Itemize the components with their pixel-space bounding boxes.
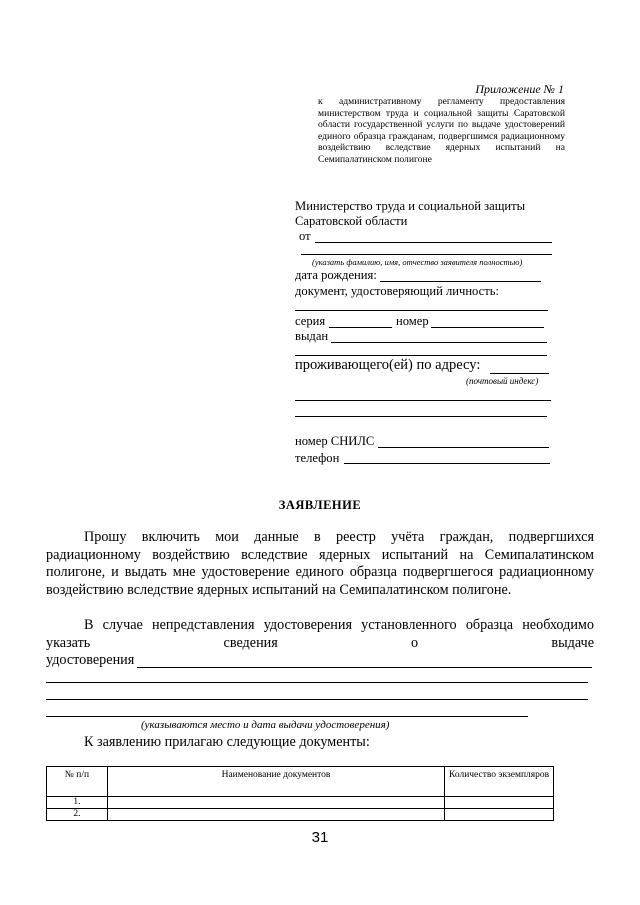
address-label: проживающего(ей) по адресу: <box>295 357 481 373</box>
phone-field-line[interactable] <box>344 463 550 464</box>
postal-code-field-line[interactable] <box>490 373 549 374</box>
id-document-label: документ, удостоверяющий личность: <box>295 284 500 298</box>
certificate-issue-field-line-4[interactable] <box>46 716 528 717</box>
table-cell-copies[interactable] <box>445 809 554 821</box>
table-header-document-name: Наименование документов <box>107 767 444 797</box>
table-cell-number: 2. <box>47 809 108 821</box>
statement-paragraph-2-end: удостоверения <box>46 652 135 668</box>
recipient-line-1: Министерство труда и социальной защиты <box>295 199 526 213</box>
table-cell-number: 1. <box>47 797 108 809</box>
certificate-issue-field-line-1[interactable] <box>137 667 592 668</box>
documents-table <box>46 766 554 821</box>
snils-label: номер СНИЛС <box>295 434 375 448</box>
postal-code-hint: (почтовый индекс) <box>466 376 539 386</box>
certificate-issue-hint: (указываются место и дата выдачи удостоверения) <box>141 719 390 731</box>
attachments-intro: К заявлению прилагаю следующие документы: <box>84 734 370 750</box>
issued-field-line-2[interactable] <box>295 355 547 356</box>
table-header-row <box>47 767 554 797</box>
dob-field-line[interactable] <box>380 281 541 282</box>
name-hint: (указать фамилию, имя, отчество заявителя полностью) <box>312 257 523 267</box>
certificate-issue-field-line-2[interactable] <box>46 682 588 683</box>
statement-paragraph-2: В случае непредставления удостоверения установленного образца необходимо указать сведения о выдаче <box>46 617 594 651</box>
id-document-line[interactable] <box>295 310 548 311</box>
appendix-body: к административному регламенту предоставления министерством труда и социальной защиты Саратовской области государственной услуги по выдаче удостоверений единого образца гражданам, подвергшимся радиационному воздействию вследствие ядерных испытаний на Семипалатинском полигоне <box>318 96 565 165</box>
page-number: 31 <box>311 829 329 846</box>
address-field-line-2[interactable] <box>295 416 547 417</box>
address-field-line-1[interactable] <box>295 400 551 401</box>
issued-field-line[interactable] <box>331 342 547 343</box>
table-cell-document-name[interactable] <box>107 809 444 821</box>
statement-title: ЗАЯВЛЕНИЕ <box>278 498 362 512</box>
from-field-line-2[interactable] <box>301 254 552 255</box>
number-label: номер <box>396 314 429 328</box>
from-field-line[interactable] <box>315 242 552 243</box>
issued-label: выдан <box>295 329 329 343</box>
dob-label: дата рождения: <box>295 268 377 282</box>
from-label: от <box>299 229 311 243</box>
number-field-line[interactable] <box>431 327 544 328</box>
statement-paragraph-1: Прошу включить мои данные в реестр учёта граждан, подвергшихся радиационному воздействию вследствие ядерных испытаний на Семипалатинском полигоне, и выдать мне удостоверение единого образца подвергшегося радиационному воздействию вследствие ядерных испытаний на Семипалатинском полигоне. <box>46 529 594 598</box>
series-field-line[interactable] <box>329 327 392 328</box>
snils-field-line[interactable] <box>378 447 549 448</box>
phone-label: телефон <box>295 451 340 465</box>
table-header-number: № п/п <box>47 767 108 797</box>
table-header-copies: Количество экземпляров <box>445 767 554 797</box>
table-cell-document-name[interactable] <box>107 797 444 809</box>
certificate-issue-field-line-3[interactable] <box>46 699 588 700</box>
table-row <box>47 797 554 809</box>
appendix-title: Приложение № 1 <box>475 82 564 96</box>
table-cell-copies[interactable] <box>445 797 554 809</box>
table-row <box>47 809 554 821</box>
recipient-line-2: Саратовской области <box>295 214 408 228</box>
series-label: серия <box>295 314 326 328</box>
